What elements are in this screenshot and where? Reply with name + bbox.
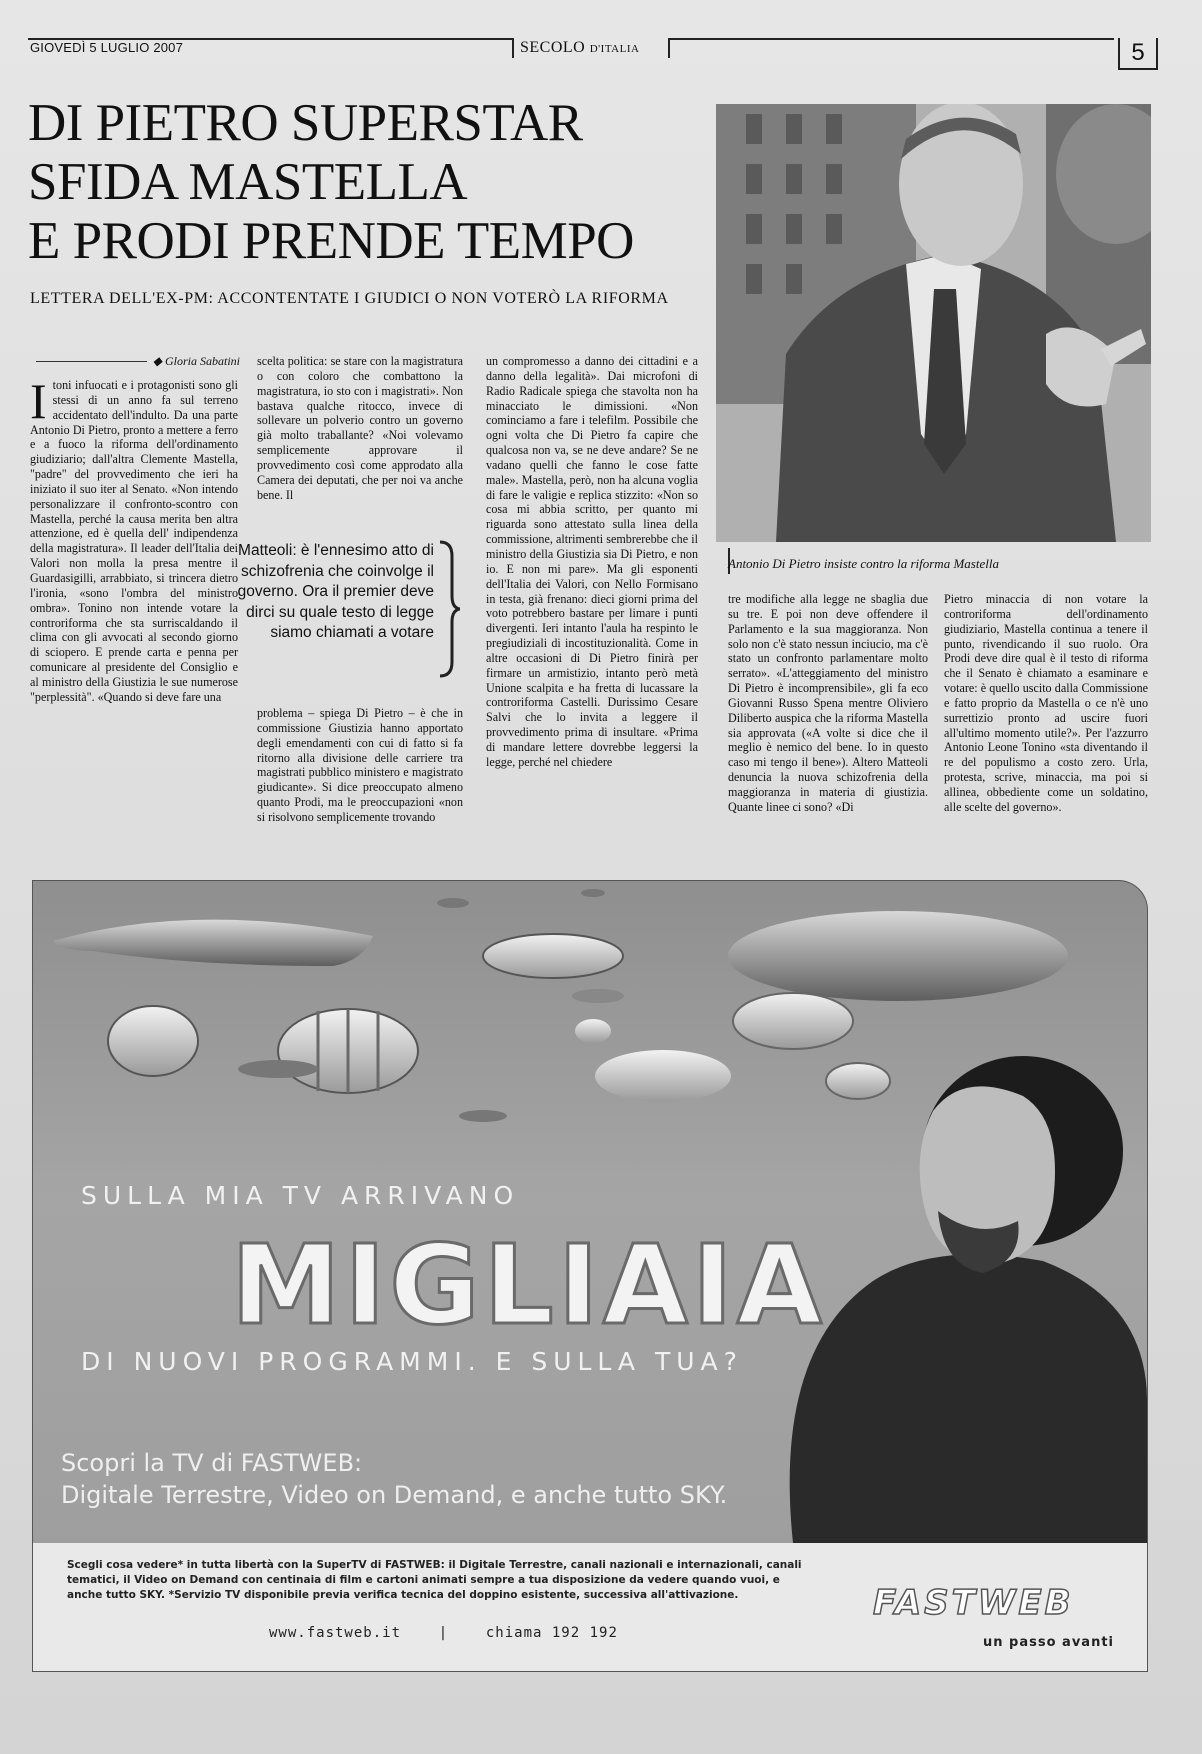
headline-line-3: E PRODI PRENDE TEMPO xyxy=(28,212,634,270)
person-illustration xyxy=(790,1056,1147,1543)
ad-line-1: SULLA MIA TV ARRIVANO xyxy=(81,1181,520,1210)
ad-phone: chiama 192 192 xyxy=(485,1625,618,1641)
airship-fish xyxy=(733,993,853,1049)
ad-offer-title: Scopri la TV di FASTWEB: xyxy=(61,1449,363,1477)
subheadline: LETTERA DELL'EX-PM: ACCONTENTATE I GIUDICI O NON VOTERÒ LA RIFORMA xyxy=(30,290,669,307)
airships-illustration xyxy=(33,881,1147,1543)
article-column-3 xyxy=(486,354,698,846)
page-number: 5 xyxy=(1118,38,1158,70)
photo-illustration xyxy=(716,104,1151,542)
column-1-text: toni infuocati e i protagonisti sono gli stessi di un anno fa sul terreno accidentato dell'indulto. Da una parte Antonio Di Pietro, pronto a mettere a ferro e a fuoco la riforma dell'ordinamento giudiziario; dall'altra Clemente Mastella, "padre" del provvedimento che ieri ha iniziato il suo iter al Senato. «Non intendo personalizzare il confronto-scontro con Mastella, perché la causa merita ben altra attenzione, ed è quella dell' indipendenza della magistratura». Il leader dell'Italia dei Valori non molla la presa mentre il Guardasigilli, arrabbiato, si trincera dietro l'ironia, «sono l'ombra del ministro ombra». Tonino non intende votare la controriforma che sta surriscaldando il clima con gli avvocati al secondo giorno di sciopero. E prende carta e penna per comunicare al presidente del Consiglio e al ministro della Giustizia le sue numerose "perplessità". «Quando si deve fare una xyxy=(30,378,238,704)
ad-footer xyxy=(33,1543,1147,1671)
airship-tiny-4 xyxy=(459,1110,507,1122)
airship-tiny-5 xyxy=(575,1019,611,1043)
newspaper-suffix: D'ITALIA xyxy=(589,43,640,55)
article-column-4 xyxy=(728,592,928,846)
article-column-2-top xyxy=(257,354,463,524)
airship-round xyxy=(108,1006,198,1076)
pull-quote: Matteoli: è l'ennesimo atto di schizofrenia che coinvolge il governo. Ora il premier deve dirci su quale testo di legge siamo chiamati a votare xyxy=(237,542,434,641)
header-divider-2 xyxy=(668,38,670,58)
column-4-text: tre modifiche alla legge ne sbaglia due su tre. E poi non deve offendere il Parlamento e la sua maggioranza. Non solo non c'è stato nessun inciucio, ma c'è stato un confronto parlamentare molto serrato». «L'atteggiamento del ministro Di Pietro è incomprensibile», gli fa eco Giovanni Russo Spena mentre Oliviero Diliberto auspica che la riforma Mastella sia approvata («A volte si dice che il meglio è nemico del bene. Io in questo caso mi tengo il bene»). Altero Matteoli denuncia la nuova schizofrenia della maggioranza in materia di giustizia. Quante linee ci sono? «Di xyxy=(728,592,928,814)
column-5-text: Pietro minaccia di non votare la controriforma dell'ordinamento giudiziario, Mastella continua a tenere il punto, rivendicando il suo ruolo. Ora Prodi deve dire qual è il testo di riforma che il Senato è chiamato a esaminare e votare: è quello uscito dalla Commissione e fatto proprio da Mastella o ce n'è uno surrettizio pronto ad uscire fuori all'ultimo momento utile?». Per l'azzurro Antonio Leone Tonino «sta diventando il re del populismo a costo zero. Urla, protesta, scrive, minaccia, ma poi si allinea, obbediente come un soldatino, alle scelte del governo». xyxy=(944,592,1148,814)
article-photo xyxy=(716,104,1151,542)
byline-rule xyxy=(36,361,147,362)
issue-date: GIOVEDÌ 5 LUGLIO 2007 xyxy=(30,40,184,55)
drop-cap: I xyxy=(30,373,47,429)
photo-caption: Antonio Di Pietro insiste contro la riforma Mastella xyxy=(728,556,999,571)
ad-contacts: www.fastweb.it | chiama 192 192 xyxy=(269,1625,618,1641)
column-2-text-bottom: problema – spiega Di Pietro – è che in commissione Giustizia hanno apportato degli emendamenti con cui di fatto si fa ritorno alla divisione delle carriere tra magistrati pubblico ministero e magistrato giudicante». Si dice preoccupato almeno quanto Prodi, ma le preoccupazioni «non si risolvono semplicemente trovando xyxy=(257,706,463,824)
airship-white xyxy=(595,1050,731,1102)
headline-line-2: SFIDA MASTELLA xyxy=(28,153,468,211)
diamond-icon: ◆ xyxy=(152,354,165,368)
fastweb-advertisement xyxy=(32,880,1148,1672)
airship-large-right xyxy=(728,911,1068,1001)
ad-fine-print: Scegli cosa vedere* in tutta libertà con la SuperTV di FASTWEB: il Digitale Terrestre, canali nazionali e internazionali, canali tematici, il Video on Demand con centinaia di film e cartoni animati sempre a tua disposizione da vedere quando vuoi, e anche tutto SKY. *Servizio TV disponibile previa verifica tecnica del doppino esistente, successiva all'attivazione. xyxy=(67,1559,802,1601)
newspaper-name xyxy=(520,39,639,57)
airship-tiny-3 xyxy=(572,989,624,1003)
ad-offer-detail: Digitale Terrestre, Video on Demand, e anche tutto SKY. xyxy=(61,1481,728,1509)
headline-line-1: DI PIETRO SUPERSTAR xyxy=(28,94,583,152)
fastweb-logo: FASTWEB xyxy=(873,1583,1074,1623)
ad-slogan: un passo avanti xyxy=(983,1635,1114,1650)
ad-line-2: DI NUOVI PROGRAMMI. E SULLA TUA? xyxy=(81,1347,743,1376)
brace-icon xyxy=(438,540,460,678)
ad-website[interactable]: www.fastweb.it xyxy=(269,1625,402,1641)
column-3-text: un compromesso a danno dei cittadini e a danno della legalità». Dai microfoni di Radio Radicale spiega che stavolta non ha minacciato le dimissioni. «Non cominciamo a fare i telefilm. Possibile che ogni volta che Di Pietro fa capire che qualcosa non va, se ne deve andare? Se ne vadano quelli che fanno le cose fatte male». Mastella, però, non ha alcuna voglia di fare le valigie e replica stizzito: «Non so cosa mi abbia scritto, per quanto mi riguarda sono attestato sulla linea della commissione, altrimenti sembrerebbe che il ministro della Giustizia sia Di Pietro, e non io. E non mi pare». Ma gli esponenti dell'Italia dei Valori, con Nello Formisano in testa, già frenano: dieci giorni prima del voto potrebbero bastare per limare i punti divergenti. Ieri intanto l'aula ha respinto le pregiudiziali di incostituzionalità. Come in altre occasioni di Di Pietro finirà per firmare un armistizio, intanto però metà Unione scalpita e ha fretta di lucassare la controriforma Castelli. Durissimo Cesare Salvi che lo invita a leggere il provvedimento prima di insultare. «Prima di mandare lettere dovrebbe leggersi la legge, perché nel chiedere xyxy=(486,354,698,769)
airship-thin xyxy=(238,1060,318,1078)
airship-center xyxy=(483,934,623,978)
ad-headline: MIGLIAIA xyxy=(231,1221,826,1349)
article-column-1 xyxy=(30,373,238,844)
airship-small-right xyxy=(826,1063,890,1099)
airship-large-left xyxy=(53,920,373,966)
header-rule-right xyxy=(668,38,1114,40)
article-column-5 xyxy=(944,592,1148,846)
airship-tiny-2 xyxy=(581,889,605,897)
column-2-text-top: scelta politica: se stare con la magistratura o con coloro che combattono la magistratura, io sto con i magistrati». Non bastava qualche ritocco, invece di sollevare un polverio contro un governo già molto traballante? «Noi volevamo semplicemente approvare il provvedimento così come approdato alla Camera dei deputati, che per noi va anche bene. Il xyxy=(257,354,463,502)
article-column-2-bottom xyxy=(257,706,463,846)
header-divider xyxy=(512,38,514,58)
airship-tiny-1 xyxy=(437,898,469,908)
author-name: Gloria Sabatini xyxy=(164,354,240,368)
byline xyxy=(36,354,240,369)
newspaper-title: SECOLO xyxy=(520,39,586,56)
headline xyxy=(28,94,708,271)
